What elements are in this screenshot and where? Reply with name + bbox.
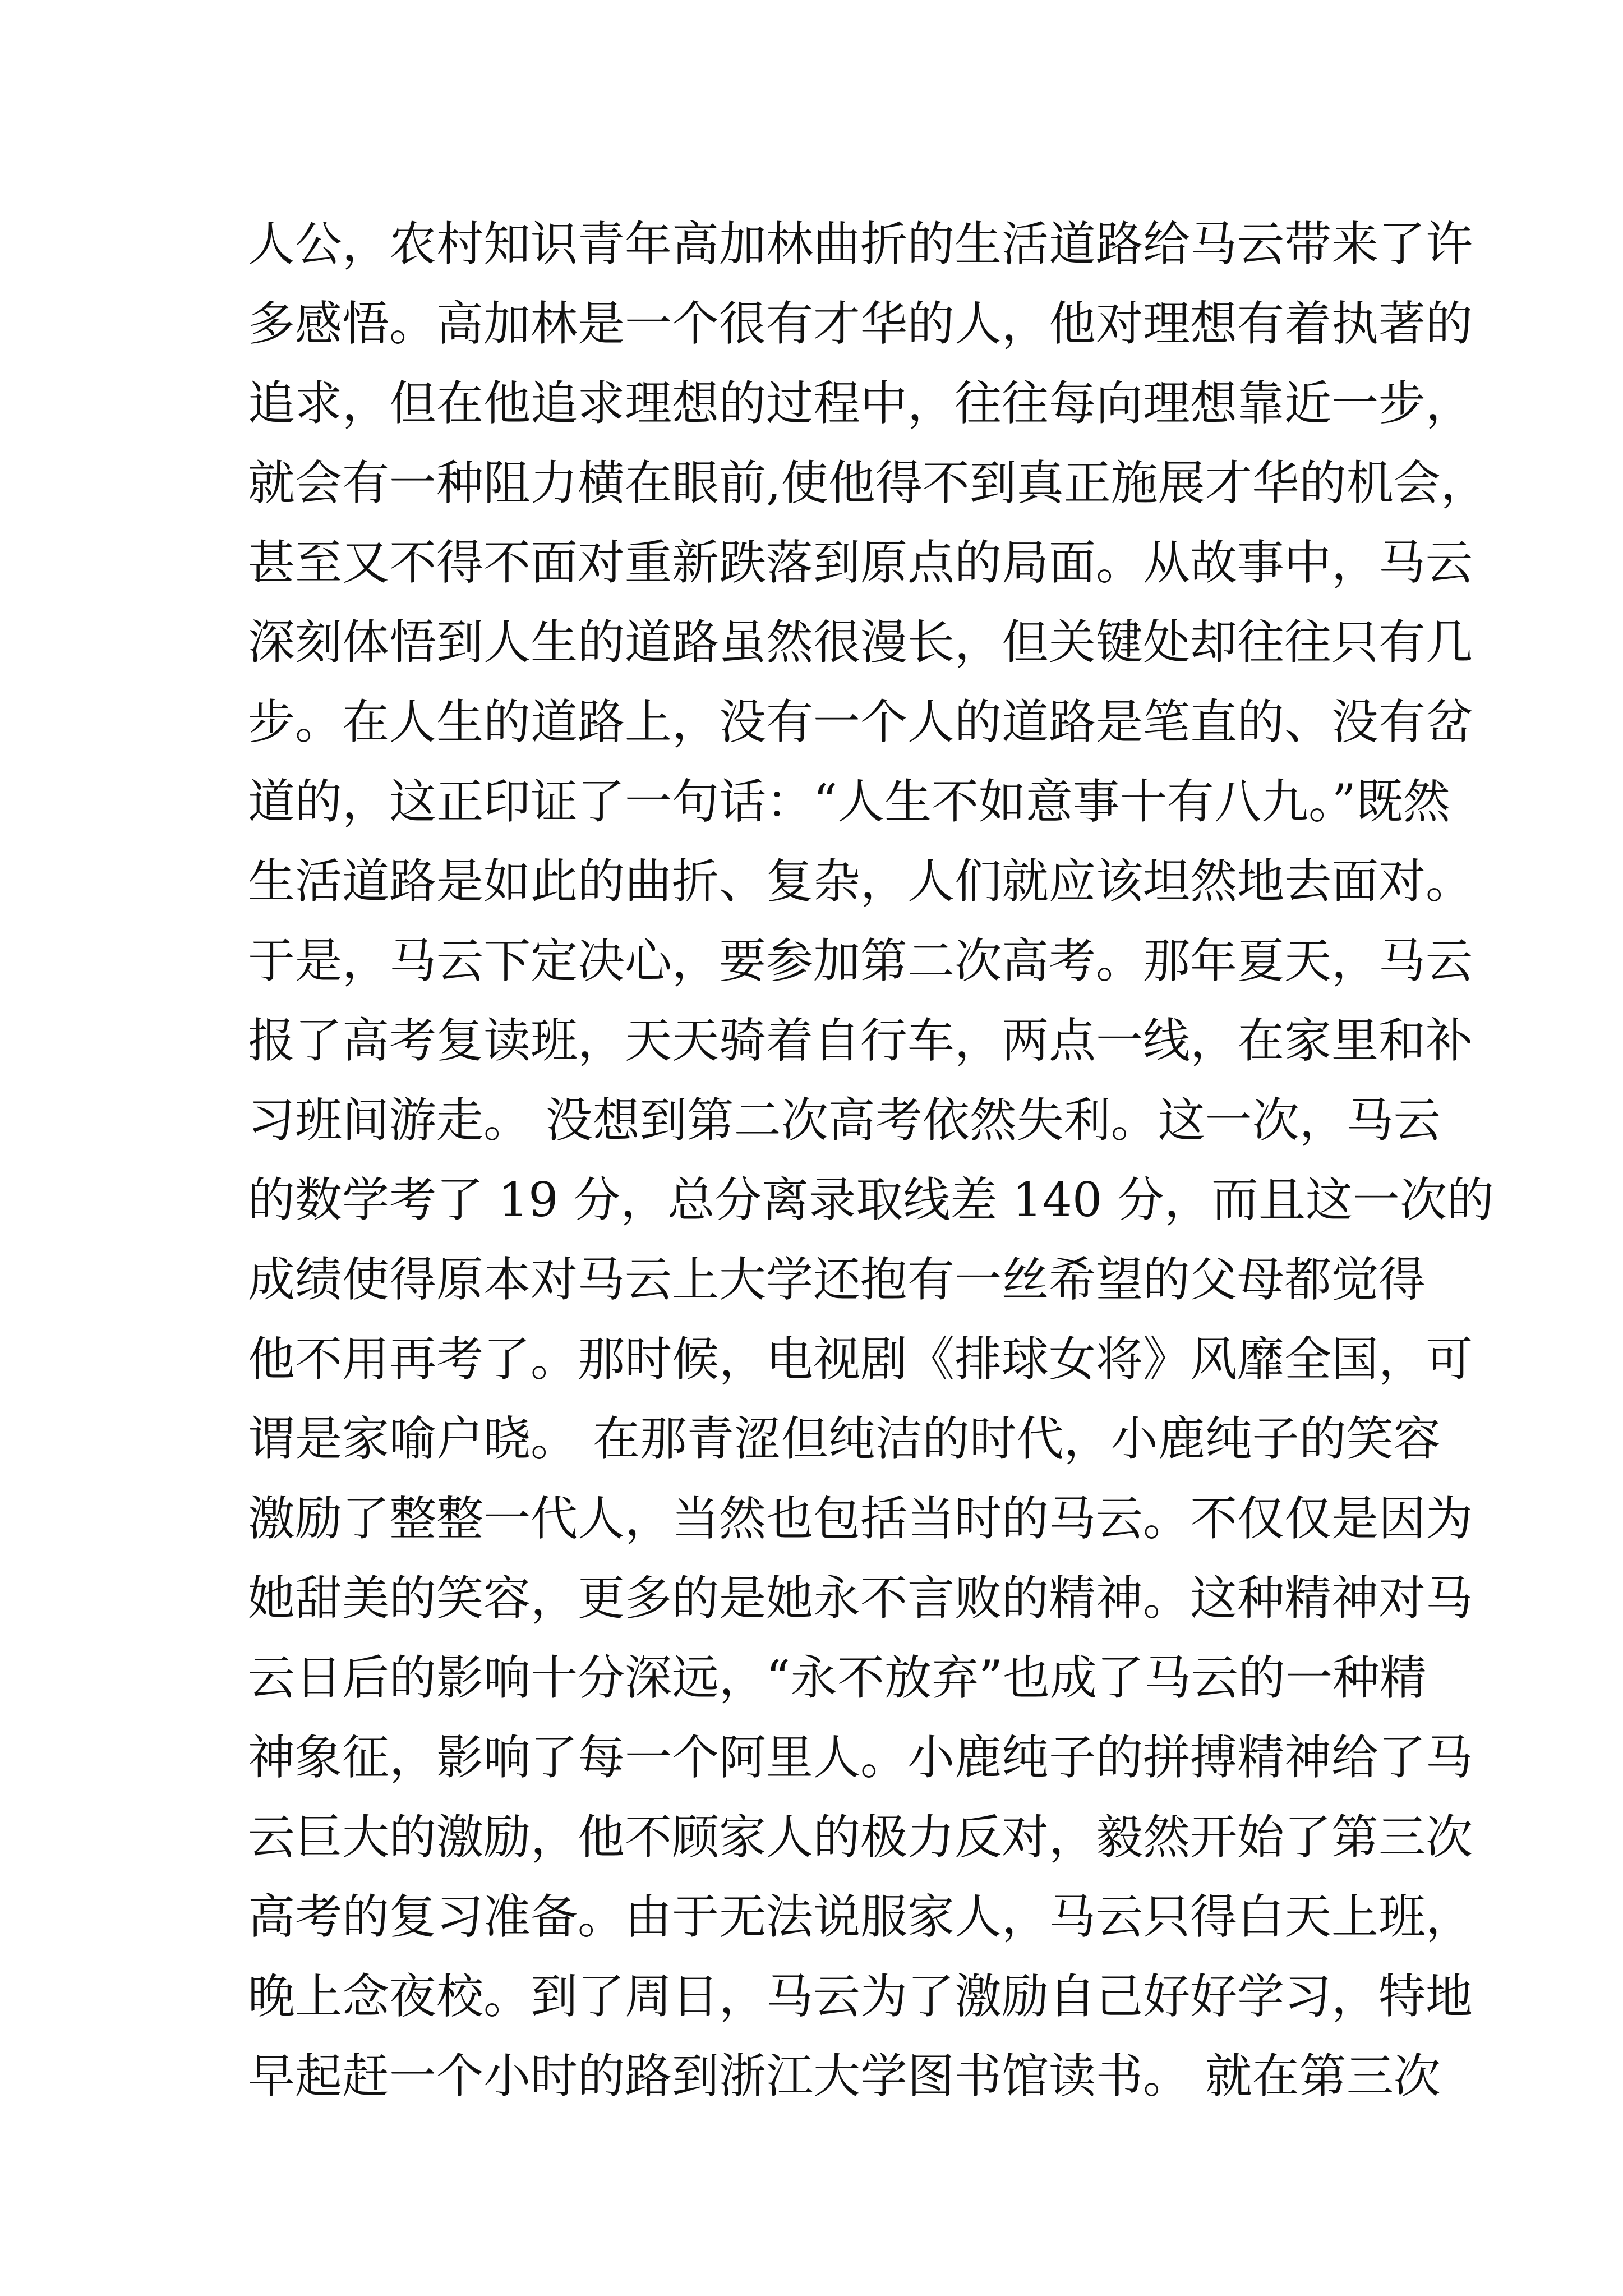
text-line: 早起赶一个小时的路到浙江大学图书馆读书。 就在第三次 [248, 2049, 1441, 2104]
text-line: 甚至又不得不面对重新跌落到原点的局面。从故事中，马云 [248, 535, 1473, 590]
body-text [248, 204, 1495, 2116]
text-line: 云日后的影响十分深远，“永不放弃”也成了马云的一种精 [248, 1650, 1427, 1705]
text-line: 就会有一种阻力横在眼前,使他得不到真正施展才华的机会， [248, 455, 1488, 510]
text-line: 谓是家喻户晓。 在那青涩但纯洁的时代，小鹿纯子的笑容 [248, 1411, 1441, 1466]
text-line: 多感悟。高加林是一个很有才华的人，他对理想有着执著的 [248, 296, 1473, 351]
text-line: 她甜美的笑容，更多的是她永不言败的精神。这种精神对马 [248, 1571, 1473, 1626]
text-line: 习班间游走。 没想到第二次高考依然失利。这一次，马云 [248, 1093, 1441, 1148]
text-line: 人公，农村知识青年高加林曲折的生活道路给马云带来了许 [248, 217, 1473, 272]
text-line: 道的，这正印证了一句话：“人生不如意事十有八九。”既然 [248, 774, 1450, 829]
text-line: 高考的复习准备。由于无法说服家人，马云只得白天上班， [248, 1889, 1473, 1944]
text-line: 神象征，影响了每一个阿里人。小鹿纯子的拼搏精神给了马 [248, 1730, 1473, 1785]
text-line: 生活道路是如此的曲折、复杂，人们就应该坦然地去面对。 [248, 854, 1473, 909]
text-line: 步。在人生的道路上，没有一个人的道路是笔直的、没有岔 [248, 694, 1473, 749]
text-line: 云巨大的激励，他不顾家人的极力反对，毅然开始了第三次 [248, 1810, 1473, 1865]
text-line: 的数学考了 19 分，总分离录取线差 140 分，而且这一次的 [248, 1172, 1495, 1227]
text-line: 于是，马云下定决心，要参加第二次高考。那年夏天，马云 [248, 933, 1473, 988]
text-line: 激励了整整一代人，当然也包括当时的马云。不仅仅是因为 [248, 1491, 1473, 1546]
text-line: 晚上念夜校。到了周日，马云为了激励自己好好学习，特地 [248, 1969, 1473, 2024]
text-line: 他不用再考了。那时候，电视剧《排球女将》风靡全国，可 [248, 1332, 1473, 1387]
text-line: 追求，但在他追求理想的过程中，往往每向理想靠近一步， [248, 376, 1473, 431]
text-line: 深刻体悟到人生的道路虽然很漫长，但关键处却往往只有几 [248, 615, 1473, 670]
text-line: 报了高考复读班，天天骑着自行车，两点一线，在家里和补 [248, 1013, 1473, 1068]
text-line: 成绩使得原本对马云上大学还抱有一丝希望的父母都觉得 [248, 1252, 1426, 1307]
